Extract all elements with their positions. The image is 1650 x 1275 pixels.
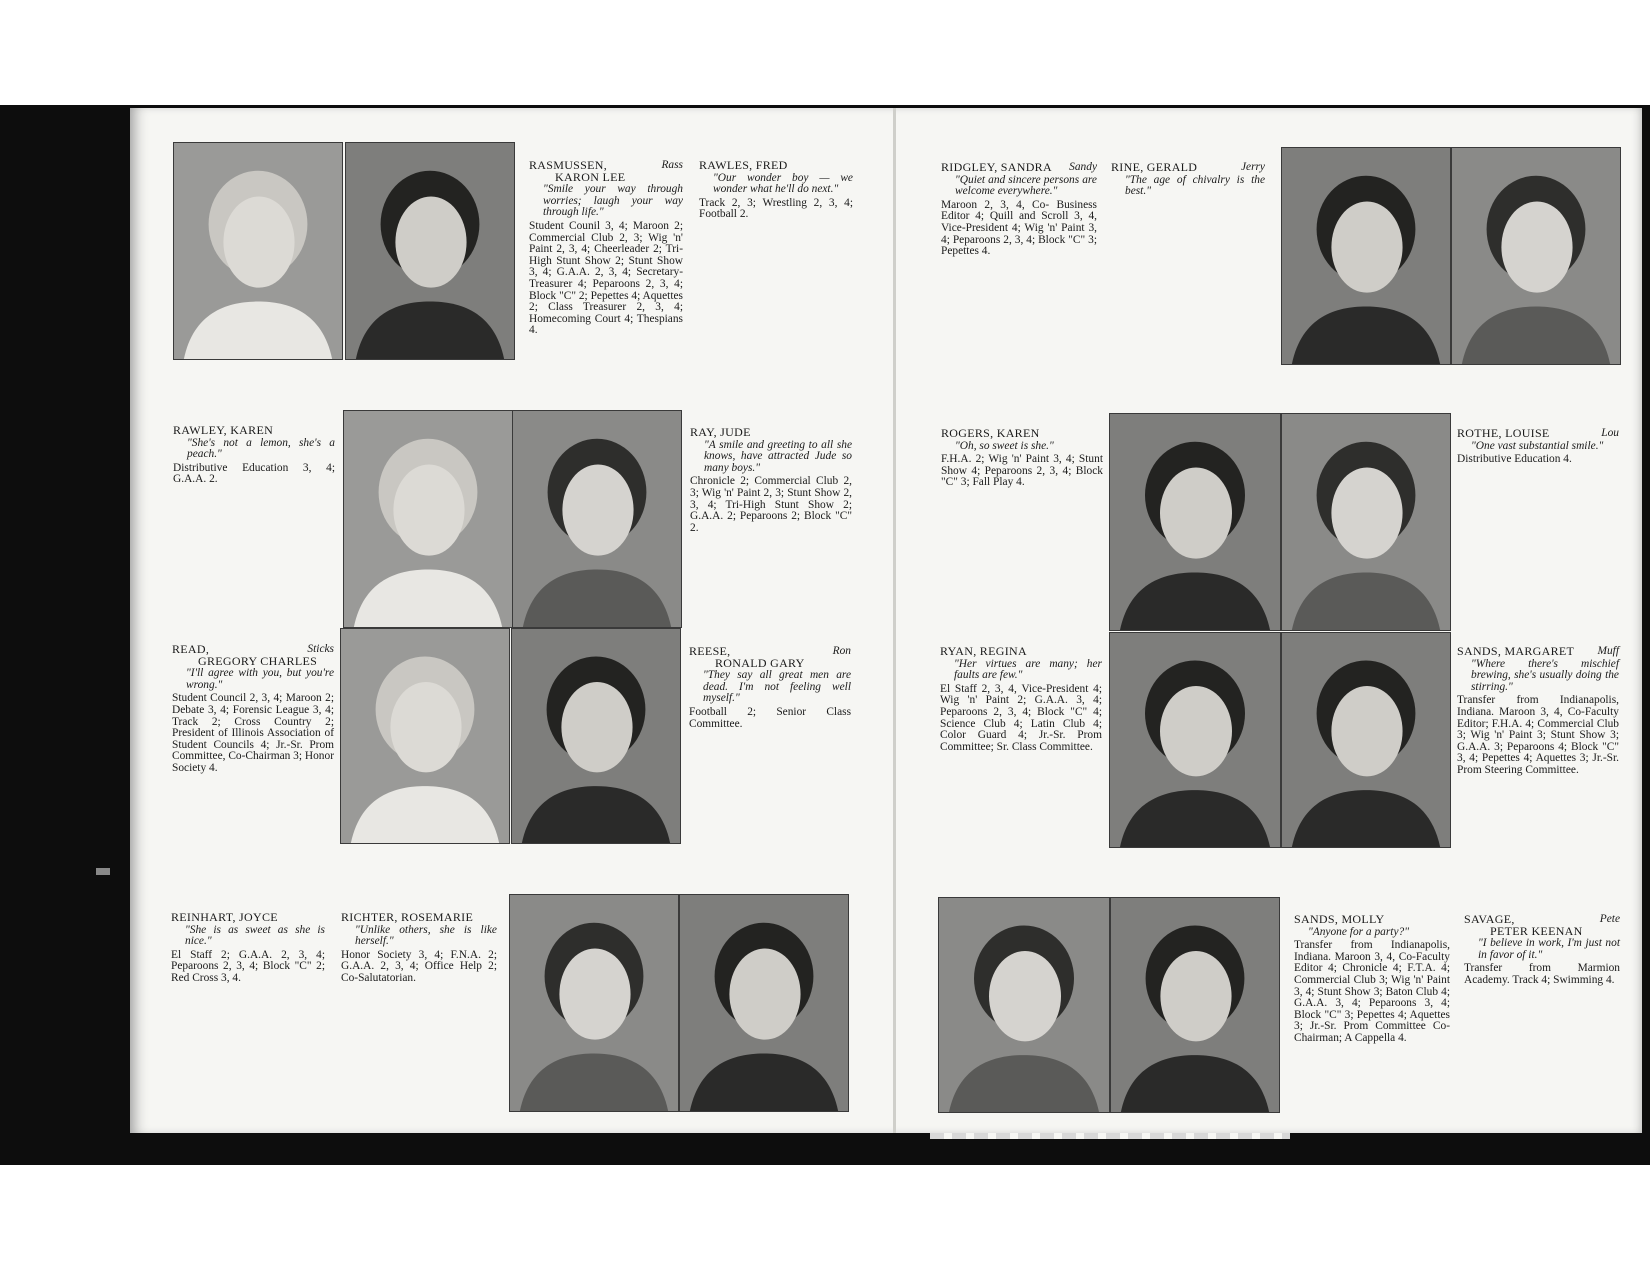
student-quote: "She is as sweet as she is nice." <box>185 923 325 948</box>
page-edge-mark <box>96 868 110 875</box>
student-name: SANDS, MOLLY <box>1294 912 1385 926</box>
student-entry <box>172 644 334 775</box>
student-activities: Transfer from Indianapolis, Indiana. Maroon 3, 4, Co-Faculty Editor; F.H.A. 4; Commercial Club 3; Wig 'n' Paint 3; Stunt Show 3; G.A.A. 3; Peparoons 4; Block "C" 3, 4; Pepettes 4; Aquettes 3; Jr.-Sr. Prom Steering Committee. <box>1457 694 1619 776</box>
portrait-face <box>559 949 630 1040</box>
student-quote: "Smile your way through worries; laugh your way through life." <box>543 183 683 219</box>
student-quote: "They say all great men are dead. I'm not feeling well myself." <box>703 669 851 705</box>
student-quote: "Our wonder boy — we wonder what he'll do next." <box>713 171 853 196</box>
student-activities: Distributive Education 4. <box>1457 453 1572 466</box>
student-quote: "Anyone for a party?" <box>1308 925 1409 938</box>
student-activities: Student Council 2, 3, 4; Maroon 2; Debate 3, 4; Forensic League 3, 4; Track 2; Cross Country 2; President of Illinois Association of Student Councils 4; Jr.-Sr. Prom Committee, Co-Chairman 3; Honor Society 4. <box>172 692 334 774</box>
portrait-photo <box>509 894 679 1112</box>
portrait-photo <box>1281 632 1451 848</box>
student-quote: "One vast substantial smile." <box>1471 439 1604 452</box>
portrait-photo <box>173 142 343 360</box>
student-entry <box>941 428 1103 489</box>
portrait-image <box>1111 898 1279 1112</box>
student-name: RIDGLEY, SANDRA <box>941 160 1052 174</box>
student-entry <box>1111 162 1265 200</box>
portrait-image <box>1282 148 1450 364</box>
student-name: RINE, GERALD <box>1111 160 1198 174</box>
portrait-photo <box>1109 632 1281 848</box>
student-name: SANDS, MARGARET <box>1457 644 1575 658</box>
student-activities: Transfer from Marmion Academy. Track 4; Swimming 4. <box>1464 962 1620 986</box>
portrait-face <box>223 197 294 288</box>
student-entry <box>171 912 325 985</box>
portrait-face <box>393 465 464 556</box>
student-quote: "Quiet and sincere persons are welcome everywhere." <box>955 173 1097 198</box>
portrait-face <box>1331 686 1402 776</box>
student-nickname: Rass <box>661 159 683 171</box>
portrait-image <box>344 411 512 627</box>
student-entry <box>690 427 852 534</box>
portrait-photo <box>1281 413 1451 631</box>
student-name-continued: RONALD GARY <box>715 655 805 670</box>
portrait-photo <box>512 410 682 628</box>
portrait-photo <box>343 410 513 628</box>
bottom-smudge <box>930 1133 1290 1139</box>
student-nickname: Lou <box>1601 427 1619 439</box>
portrait-image <box>1452 148 1620 364</box>
student-quote: "A smile and greeting to all she knows, have attracted Jude so many boys." <box>704 438 852 474</box>
student-entry <box>699 160 853 221</box>
portrait-photo <box>345 142 515 360</box>
student-name: SAVAGE, <box>1464 912 1515 926</box>
student-quote: "I'll agree with you, but you're wrong." <box>186 667 334 691</box>
student-quote: "Where there's mischief brewing, she's usually doing the stirring." <box>1471 657 1619 693</box>
portrait-image <box>341 629 509 843</box>
student-nickname: Ron <box>832 645 851 657</box>
student-activities: Football 2; Senior Class Committee. <box>689 705 851 730</box>
student-activities: Track 2, 3; Wrestling 2, 3, 4; Football 2. <box>699 196 853 221</box>
student-entry <box>1457 646 1619 777</box>
portrait-photo <box>1281 147 1451 365</box>
student-name: ROTHE, LOUISE <box>1457 426 1550 440</box>
portrait-image <box>1282 414 1450 630</box>
student-name: READ, <box>172 642 210 656</box>
portrait-photo <box>340 628 510 844</box>
portrait-image <box>1110 414 1280 630</box>
student-name: ROGERS, KAREN <box>941 426 1040 440</box>
student-name: RASMUSSEN, <box>529 158 608 172</box>
student-name: RAY, JUDE <box>690 425 751 439</box>
portrait-face <box>729 949 800 1040</box>
portrait-image <box>174 143 342 359</box>
portrait-face <box>390 682 461 772</box>
student-nickname: Sticks <box>307 643 334 655</box>
portrait-photo <box>1109 413 1281 631</box>
student-nickname: Pete <box>1599 913 1620 925</box>
portrait-image <box>346 143 514 359</box>
student-quote: "Her virtues are many; her faults are few." <box>954 657 1102 682</box>
student-name-continued: GREGORY CHARLES <box>198 653 318 668</box>
student-activities: Chronicle 2; Commercial Club 2, 3; Wig 'n' Paint 2, 3; Stunt Show 2, 3, 4; Tri-High Stunt Show 2; G.A.A. 2; Peparoons 2; Block "C" 2. <box>690 475 852 534</box>
student-name: REESE, <box>689 644 731 658</box>
portrait-face <box>561 682 632 772</box>
student-activities: Transfer from Indianapolis, Indiana. Maroon 3, 4, Co-Faculty Editor 4; Chronicle 4; F.T.A. 4; Commercial Club 3; Wig 'n' Paint 3, 4; Stunt Show 3; Baton Club 4; G.A.A. 3, 4; Peparoons 3, 4; Block "C" 3; Pepettes 4; Aquettes 3; Jr.-Sr. Prom Committee Co-Chairman; A Cappella 4. <box>1294 939 1450 1044</box>
student-quote: "She's not a lemon, she's a peach." <box>187 436 335 461</box>
student-quote: "The age of chivalry is the best." <box>1125 173 1265 198</box>
student-entry <box>940 646 1102 753</box>
student-name: REINHART, JOYCE <box>171 910 278 924</box>
student-activities: Maroon 2, 3, 4, Co- Business Editor 4; Quill and Scroll 3, 4, Vice-President 4; Wig 'n' Paint 3, 4; Peparoons 2, 3, 4; Block "C" 3; Pepettes 4. <box>941 198 1097 258</box>
portrait-face <box>1160 468 1232 559</box>
student-activities: El Staff 2; G.A.A. 2, 3, 4; Peparoons 2, 3, 4; Block "C" 2; Red Cross 3, 4. <box>171 948 325 984</box>
student-entry <box>1294 914 1450 1045</box>
portrait-face <box>1160 951 1231 1041</box>
portrait-photo <box>511 628 681 844</box>
student-activities: Distributive Education 3, 4; G.A.A. 2. <box>173 461 335 486</box>
student-entry <box>1457 428 1619 466</box>
portrait-face <box>1331 468 1402 559</box>
student-entry <box>341 912 497 985</box>
portrait-face <box>1160 686 1232 776</box>
portrait-image <box>680 895 848 1111</box>
student-nickname: Muff <box>1597 645 1619 657</box>
student-activities: Student Counil 3, 4; Maroon 2; Commercial Club 2, 3; Wig 'n' Paint 2, 3, 4; Cheerleader 2; Tri-High Stunt Show 2; Stunt Show 3, 4; G.A.A. 2, 3, 4; Secretary-Treasurer 4; Peparoons 2, 3, 4; Block "C" 2; Pepettes 4; Aquettes 2; Class Treasurer 2, 3, 4; Homecoming Court 4; Thespians 4. <box>529 219 683 337</box>
portrait-photo <box>1451 147 1621 365</box>
student-name-continued: PETER KEENAN <box>1490 923 1583 938</box>
student-entry <box>1464 914 1620 987</box>
student-quote: "Oh, so sweet is she." <box>955 439 1054 452</box>
student-quote: "I believe in work, I'm just not in favor of it." <box>1478 937 1620 961</box>
portrait-face <box>562 465 633 556</box>
book-gutter <box>893 108 896 1133</box>
portrait-image <box>939 898 1109 1112</box>
portrait-image <box>1282 633 1450 847</box>
student-entry <box>689 646 851 730</box>
portrait-face <box>1501 202 1572 293</box>
student-activities: El Staff 2, 3, 4, Vice-President 4; Wig 'n' Paint 2; G.A.A. 3, 4; Peparoons 2, 3, 4; Block "C" 4; Science Club 4; Latin Club 4; Color Guard 4; Jr.-Sr. Prom Committee; Sr. Class Committee. <box>940 682 1102 753</box>
student-name: RYAN, REGINA <box>940 644 1027 658</box>
student-nickname: Sandy <box>1069 161 1097 173</box>
portrait-photo <box>679 894 849 1112</box>
student-activities: F.H.A. 2; Wig 'n' Paint 3, 4; Stunt Show 4; Peparoons 2, 3, 4; Block "C" 3; Fall Play 4. <box>941 453 1103 489</box>
student-name: RICHTER, ROSEMARIE <box>341 910 474 924</box>
student-entry <box>941 162 1097 258</box>
student-nickname: Jerry <box>1240 161 1265 173</box>
student-quote: "Unlike others, she is like herself." <box>355 923 497 948</box>
portrait-image <box>513 411 681 627</box>
portrait-photo <box>938 897 1110 1113</box>
student-name: RAWLES, FRED <box>699 158 788 172</box>
portrait-photo <box>1110 897 1280 1113</box>
portrait-image <box>1110 633 1280 847</box>
student-name: RAWLEY, KAREN <box>173 423 274 437</box>
portrait-face <box>989 951 1061 1041</box>
student-entry <box>173 425 335 486</box>
portrait-face <box>395 197 466 288</box>
portrait-image <box>510 895 678 1111</box>
portrait-image <box>512 629 680 843</box>
student-entry <box>529 160 683 337</box>
student-name-continued: KARON LEE <box>555 169 626 184</box>
portrait-face <box>1331 202 1402 293</box>
student-activities: Honor Society 3, 4; F.N.A. 2; G.A.A. 2, 3, 4; Office Help 2; Co-Salutatorian. <box>341 948 497 984</box>
